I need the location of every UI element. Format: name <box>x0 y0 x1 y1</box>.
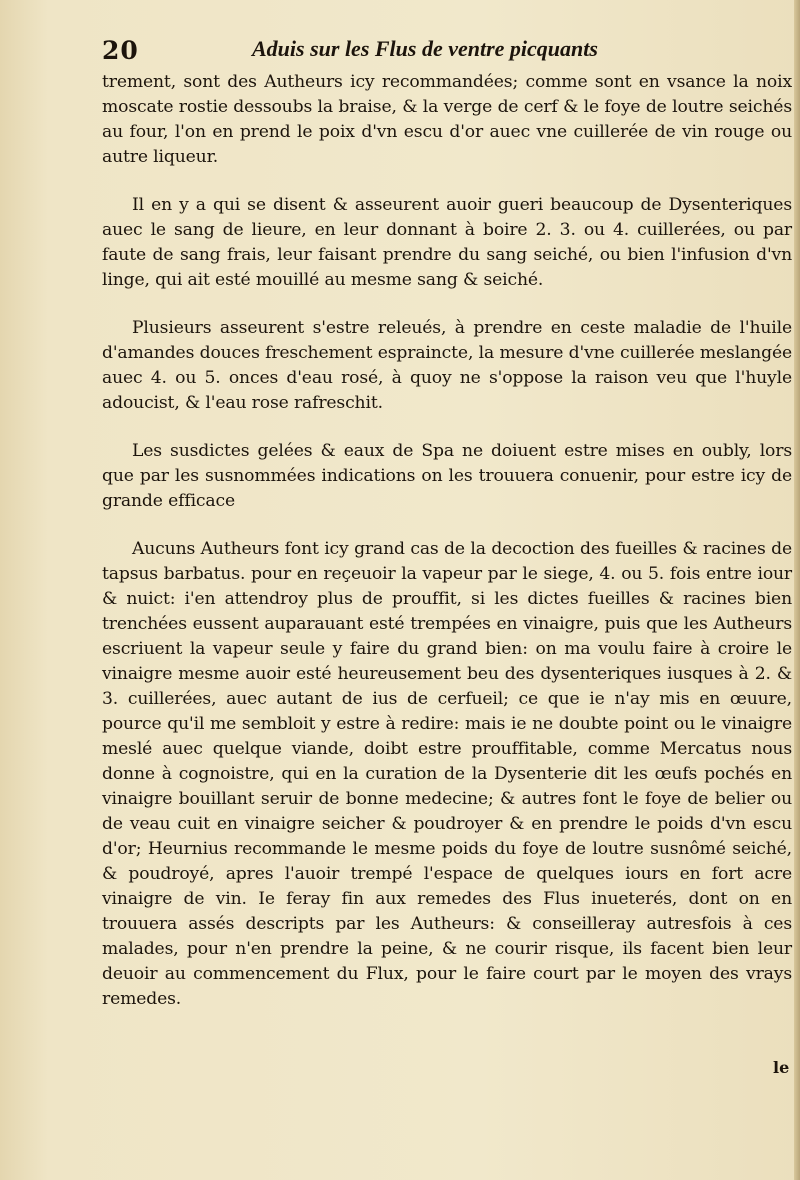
page-number: 20 <box>102 36 139 65</box>
running-head <box>102 36 774 66</box>
paragraph-3: Plusieurs asseurent s'estre releués, à prendre en ceste maladie de l'huile d'amandes douces freschement espraincte, la mesure d'vne cuillerée meslangée auec 4. ou 5. onces d'eau rosé, à quoy ne s'oppose la raison veu que l'huyle adoucist, & l'eau rose rafreschit. <box>102 318 792 413</box>
running-title: Aduis sur les Flus de ventre picquants <box>252 36 598 61</box>
body-text <box>102 70 792 1012</box>
catchword: le <box>773 1058 790 1077</box>
paragraph-5: Aucuns Autheurs font icy grand cas de la decoction des fueilles & racines de tapsus barbatus. pour en reçeuoir la vapeur par le siege, 4. ou 5. fois entre iour & nuict: i'en attendroy plus de prouffit, si les dictes fueilles & racines bien trenchées eussent auparauant esté trempées en vinaigre, puis que les Autheurs escriuent la vapeur seule y faire du grand bien: on ma voulu faire à croire le vinaigre mesme auoir esté heureusement beu des dysenteriques iusques à 2. & 3. cuillerées, auec autant de ius de cerfueil; ce que ie n'ay mis en œuure, pource qu'il me sembloit y estre à redire: mais ie ne doubte point ou le vinaigre meslé auec quelque viande, doibt estre prouffitable, comme Mercatus nous donne à cognoistre, qui en la curation de la Dysenterie dit les œufs pochés en vinaigre bouillant seruir de bonne medecine; & autres font le foye de belier ou de veau cuit en vinaigre seicher & poudroyer & en prendre le poids d'vn escu d'or; Heurnius recommande le mesme poids du foye de loutre susnômé seiché, & poudroyé, apres l'auoir trempé l'espace de quelques iours en fort acre vinaigre de vin. Ie feray fin aux remedes des Flus inueterés, dont on en trouuera assés descripts par les Autheurs: & conseilleray autresfois à ces malades, pour n'en prendre la peine, & ne courir risque, ils facent bien leur deuoir au commencement du Flux, pour le faire court par le moyen des vrays remedes. <box>102 539 792 1009</box>
paragraph-1: trement, sont des Autheurs icy recommandées; comme sont en vsance la noix moscate rostie dessoubs la braise, & la verge de cerf & le foye de loutre seichés au four, l'on en prend le poix d'vn escu d'or auec vne cuillerée de vin rouge ou autre liqueur. <box>102 72 792 167</box>
page-edge <box>794 0 800 1180</box>
paragraph-4: Les susdictes gelées & eaux de Spa ne doiuent estre mises en oubly, lors que par les susnommées indications on les trouuera conuenir, pour estre icy de grande efficace <box>102 441 792 511</box>
paragraph-2: Il en y a qui se disent & asseurent auoir gueri beaucoup de Dysenteriques auec le sang de lieure, en leur donnant à boire 2. 3. ou 4. cuillerées, ou par faute de sang frais, leur faisant prendre du sang seiché, ou bien l'infusion d'vn linge, qui ait esté mouillé au mesme sang & seiché. <box>102 195 792 290</box>
